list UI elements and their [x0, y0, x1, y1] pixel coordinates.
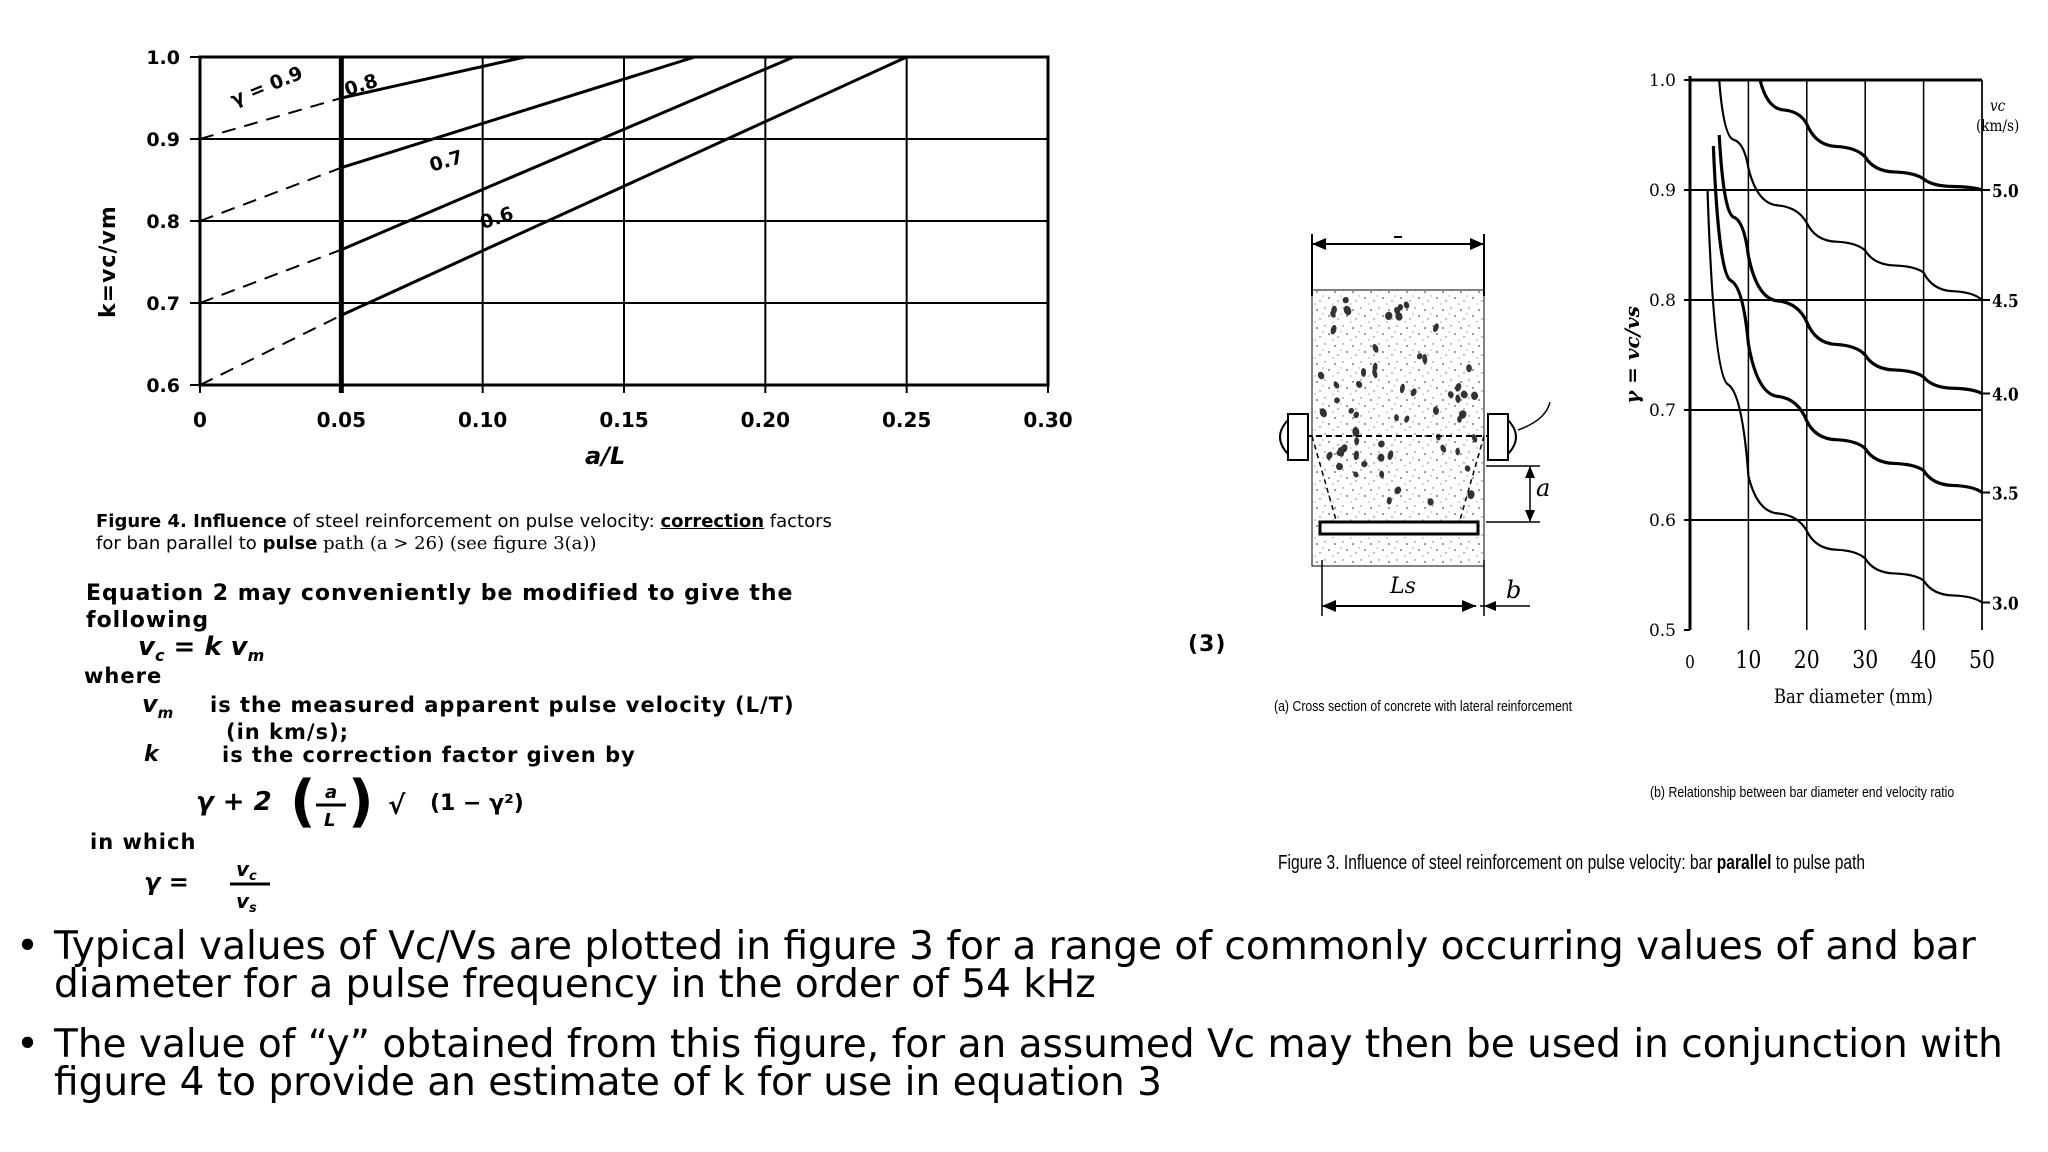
fig4-curve-label: 0.8 [341, 69, 381, 102]
fig4-x-tick-label: 0.25 [881, 408, 932, 432]
svg-text:(1 − γ²): (1 − γ²) [430, 791, 524, 816]
fig4-y-tick-label: 0.8 [146, 211, 180, 233]
slide-bullets [12, 924, 2032, 1124]
equation-intro-line-1: Equation 2 may conveniently be modified to give the [86, 581, 794, 606]
fig3b-x-tick-label: 40 [1910, 646, 1937, 675]
in-which-text: in which [90, 830, 197, 854]
bullet-dot: • [16, 1022, 40, 1067]
fig4-curve-label: 0.6 [477, 202, 517, 234]
k-symbol-text: k [144, 742, 159, 767]
fig4-caption-text-2c: path (a > 26) (see figure 3(a)) [323, 533, 597, 554]
equation-number-text: (3) [1188, 632, 1227, 657]
fig3b-curves [1708, 80, 1990, 603]
fig3b-grid [1684, 76, 1982, 630]
vm-definition-line-1: is the measured apparent pulse velocity (L/T) [210, 693, 795, 717]
fig3b-right-label: 4.0 [1992, 383, 2019, 405]
fig4-x-tick-label: 0 [193, 408, 207, 432]
fig4-caption-text-d: factors [769, 511, 832, 532]
fig3b-right-title-2: (km/s) [1976, 116, 2020, 135]
fig4-caption-bold-c: correction [660, 511, 765, 532]
fig3-caption [1278, 852, 1865, 875]
fig3b-right-label: 4.5 [1992, 289, 2019, 312]
fig4-caption-text-2a: for ban parallel to [96, 533, 257, 554]
fig3a-caption-text: (a) Cross section of concrete with lateral reinforcement [1274, 698, 1573, 715]
fig4-x-tick-label: 0.20 [740, 408, 791, 432]
fig3b-x-tick-label: 10 [1735, 646, 1762, 675]
svg-text:√: √ [388, 791, 406, 821]
fig3-caption-prefix: Figure 3. Influence of steel reinforcement on pulse velocity: bar [1278, 852, 1713, 874]
fig3b-right-title [1976, 96, 2019, 136]
fig3b-caption [1650, 784, 1954, 801]
fig3b-right-title-1: vc [1989, 96, 2006, 115]
svg-text:): ) [348, 769, 374, 834]
svg-text:L: L [324, 810, 336, 831]
bullet-text: Typical values of Vc/Vs are plotted in figure 3 for a range of commonly occurring values of and bar diameter for a pulse frequency in the order of 54 kHz [54, 924, 1976, 1007]
bullet-dot: • [16, 924, 40, 969]
fig4-x-tick-label: 0.15 [599, 408, 649, 432]
fig3b-caption-text: (b) Relationship between bar diameter end velocity ratio [1650, 784, 1955, 801]
fig4-caption-text-b: of steel reinforcement on pulse velocity: [292, 511, 655, 532]
svg-text:a: a [325, 782, 338, 803]
vm-definition-line-2: (in km/s); [226, 720, 350, 744]
svg-text:γ =: γ = [144, 868, 189, 896]
fig3a-label-b-text: b [1506, 576, 1522, 604]
fig4-curve-label: 0.7 [427, 146, 466, 177]
fig4-y-tick-label: 0.9 [146, 129, 180, 151]
fig3b-x-axis-label-text: Bar diameter (mm) [1774, 684, 1933, 708]
fig3b-y-tick-label: 0.6 [1648, 511, 1676, 531]
bullet-item [12, 924, 2032, 1007]
equation-3: $v_c = k$ $v_m$ [138, 632, 265, 666]
equation-where-text: where [84, 664, 163, 688]
fig3b-x-tick-label: 0 [1685, 650, 1695, 673]
fig4-x-tick-label: 0.30 [1023, 408, 1073, 432]
fig3b-y-tick-label: 0.7 [1648, 401, 1676, 421]
fig4-x-axis-label-text: a/L [585, 442, 626, 470]
k-definition-text: is the correction factor given by [222, 743, 636, 767]
svg-text:vs: $v_s$ [236, 889, 257, 916]
fig3b-x-tick-label: 20 [1793, 646, 1820, 675]
fig3b-x-tick-label: 30 [1852, 646, 1879, 675]
fig3b-y-tick-label: 0.9 [1648, 181, 1676, 201]
fig3b-curve [1760, 80, 1982, 190]
bullet-text: The value of “y” obtained from this figure, for an assumed Vc may then be used in conjunction with figure 4 to provide an estimate of k for use in equation 3 [54, 1022, 2003, 1105]
fig3a-label-ls-text: Ls [1390, 574, 1416, 599]
fig4-y-tick-label: 0.7 [146, 293, 180, 315]
fig3-caption-bold: parallel [1716, 852, 1772, 874]
fig3b-x-axis-label [1774, 684, 1933, 708]
fig3b-y-tick-label: 1.0 [1648, 71, 1676, 91]
fig4-x-tick-label: 0.05 [316, 408, 367, 432]
fig3b-curve [1713, 146, 1982, 493]
fig3a-label-a-text: a [1536, 474, 1551, 502]
equation-intro-line-2: following [86, 608, 210, 633]
fig3b-y-axis-label-text: γ = vc/vs [1620, 306, 1644, 404]
fig4-y-tick-label: 1.0 [146, 47, 180, 69]
bullet-item [12, 1022, 2032, 1105]
fig4-curve-label: γ = 0.9 [227, 62, 307, 111]
svg-text:(: ( [290, 769, 316, 834]
fig4-caption-bold-a: Figure 4. Influence [96, 511, 287, 532]
fig3b-y-tick-label: 0.5 [1648, 621, 1676, 641]
fig4-y-axis-label-text: k=vc/vm [96, 205, 121, 318]
fig3b-right-label: 3.0 [1992, 592, 2019, 614]
fig3b-x-tick-label: 50 [1969, 646, 1995, 675]
fig3b-right-label: 3.5 [1992, 482, 2019, 504]
vm-symbol: $v_m$ [142, 690, 174, 722]
fig3b-y-tick-label: 0.8 [1648, 291, 1676, 311]
svg-text:γ + 2: γ + 2 [196, 787, 272, 817]
fig4-y-tick-label: 0.6 [146, 375, 180, 397]
fig3b-right-label: 5.0 [1992, 179, 2019, 202]
fig3-caption-suffix: to pulse path [1775, 852, 1866, 874]
fig3b-ticks [1649, 71, 2019, 674]
fig3b-y-axis-label [1620, 306, 1644, 404]
fig4-x-tick-label: 0.10 [457, 408, 508, 432]
fig4-caption-bold-2b: pulse [262, 533, 318, 554]
svg-text:vc: $v_c$ [236, 857, 257, 884]
fig3b-curve [1719, 135, 1982, 394]
